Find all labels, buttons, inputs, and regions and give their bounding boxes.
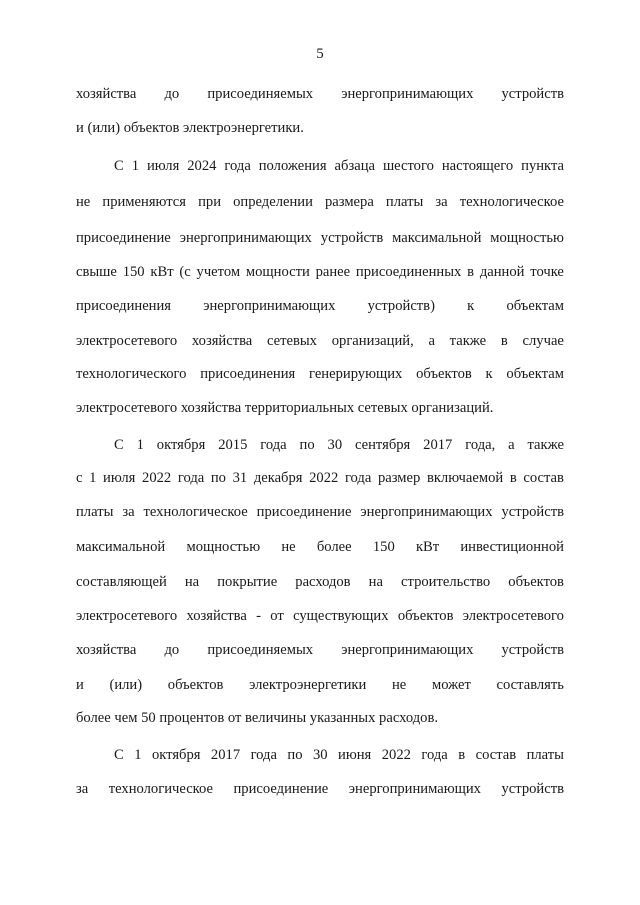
- word: электроэнергетики: [249, 677, 367, 693]
- word: технологическое: [108, 781, 213, 797]
- paragraph-first-line: [114, 156, 564, 176]
- text-line: электросетевого хозяйства территориальных сетевых организаций.: [76, 400, 494, 416]
- word: объектов: [416, 366, 472, 382]
- word: до: [164, 642, 180, 658]
- word: по: [287, 747, 303, 763]
- word: 2015: [218, 437, 248, 453]
- word: 1: [131, 158, 139, 174]
- word: существующих: [293, 608, 389, 624]
- word: при: [198, 194, 222, 210]
- word: присоединенных: [355, 264, 462, 280]
- word: технологического: [76, 366, 187, 382]
- word: до: [164, 86, 180, 102]
- text-line: [76, 364, 564, 384]
- paragraph-first-line: [114, 745, 564, 765]
- word: мощностью: [490, 230, 564, 246]
- word: также: [527, 437, 564, 453]
- word: мощности: [245, 264, 310, 280]
- word: хозяйства: [191, 333, 253, 349]
- word: 2024: [187, 158, 217, 174]
- word: энергопринимающих: [341, 642, 474, 658]
- word: составлять: [496, 677, 564, 693]
- word: 2017: [423, 437, 453, 453]
- word: состав: [523, 470, 564, 486]
- word: устройств: [501, 86, 564, 102]
- word: 2022: [309, 470, 339, 486]
- word: за: [122, 504, 135, 520]
- word: максимальной: [392, 230, 482, 246]
- word: октября: [156, 437, 206, 453]
- word: хозяйства: [76, 642, 137, 658]
- word: устройств: [320, 230, 384, 246]
- word: определении: [233, 194, 313, 210]
- paragraph-first-line: [114, 435, 564, 455]
- word: шестого: [382, 158, 434, 174]
- word: С: [114, 747, 124, 763]
- word: присоединение: [233, 781, 329, 797]
- text-line: [76, 572, 564, 592]
- word: платы: [76, 504, 114, 520]
- word: в: [458, 747, 466, 763]
- word: а: [428, 333, 435, 349]
- word: по: [299, 437, 315, 453]
- word: учетом: [196, 264, 241, 280]
- word: года: [250, 747, 277, 763]
- word: 2017: [210, 747, 241, 763]
- word: за: [76, 781, 89, 797]
- word: и: [76, 677, 84, 693]
- word: декабря: [253, 470, 303, 486]
- word: устройств: [501, 642, 564, 658]
- word: объектов: [167, 677, 224, 693]
- word: энергопринимающих: [179, 230, 312, 246]
- word: присоединение: [76, 230, 171, 246]
- word: также: [449, 333, 487, 349]
- word: данной: [479, 264, 525, 280]
- word: на: [368, 574, 383, 590]
- text-line: [76, 262, 564, 282]
- word: устройств: [501, 781, 564, 797]
- word: энергопринимающих: [360, 504, 493, 520]
- word: хозяйства: [186, 608, 247, 624]
- word: объектам: [506, 298, 564, 314]
- word: -: [256, 608, 261, 624]
- word: года: [177, 470, 205, 486]
- word: расходов: [295, 574, 351, 590]
- word: в: [467, 264, 475, 280]
- word: 150: [372, 539, 395, 555]
- word: 30: [312, 747, 328, 763]
- word: 2022: [381, 747, 411, 763]
- word: к: [485, 366, 493, 382]
- word: точке: [530, 264, 564, 280]
- word: не: [76, 194, 91, 210]
- word: генерирующих: [309, 366, 403, 382]
- text-line: [76, 228, 564, 248]
- word: настоящего: [441, 158, 514, 174]
- word: пункта: [521, 158, 564, 174]
- word: 30: [327, 437, 343, 453]
- word: года: [224, 158, 251, 174]
- page-number: 5: [316, 46, 324, 62]
- word: электросетевого: [76, 608, 178, 624]
- word: с: [76, 470, 83, 486]
- word: устройств): [367, 298, 435, 314]
- text-line: и (или) объектов электроэнергетики.: [76, 120, 304, 136]
- text-line: более чем 50 процентов от величины указанных расходов.: [76, 710, 438, 726]
- word: покрытие: [217, 574, 278, 590]
- word: июля: [146, 158, 180, 174]
- word: октября: [151, 747, 201, 763]
- word: свыше: [76, 264, 117, 280]
- text-line: [76, 192, 564, 212]
- word: размера: [324, 194, 374, 210]
- word: платы: [385, 194, 424, 210]
- word: кВт: [415, 539, 440, 555]
- word: присоединения: [76, 298, 172, 314]
- text-line: [76, 675, 564, 695]
- text-line: [76, 502, 564, 522]
- word: присоединение: [256, 504, 352, 520]
- word: С: [114, 158, 124, 174]
- word: организаций,: [331, 333, 414, 349]
- word: года: [421, 747, 448, 763]
- word: кВт: [150, 264, 174, 280]
- word: 31: [232, 470, 248, 486]
- word: энергопринимающих: [203, 298, 336, 314]
- word: присоединяемых: [207, 642, 314, 658]
- word: сентября: [354, 437, 411, 453]
- word: (или): [109, 677, 143, 693]
- word: объектов: [397, 608, 454, 624]
- word: включаемой: [426, 470, 504, 486]
- word: устройств: [501, 504, 564, 520]
- word: а: [508, 437, 515, 453]
- text-line: [76, 84, 564, 104]
- word: С: [114, 437, 124, 453]
- word: 150: [122, 264, 145, 280]
- text-line: [76, 779, 564, 799]
- word: от: [270, 608, 284, 624]
- word: случае: [522, 333, 564, 349]
- word: составляющей: [76, 574, 167, 590]
- word: 1: [136, 437, 144, 453]
- word: к: [467, 298, 475, 314]
- word: ранее: [315, 264, 351, 280]
- word: инвестиционной: [460, 539, 564, 555]
- word: в: [509, 470, 517, 486]
- word: максимальной: [76, 539, 166, 555]
- word: технологическое: [459, 194, 564, 210]
- word: не: [281, 539, 296, 555]
- word: (с: [179, 264, 191, 280]
- text-line: [76, 331, 564, 351]
- text-line: [76, 640, 564, 660]
- word: года,: [465, 437, 496, 453]
- word: состав: [475, 747, 517, 763]
- text-line: [76, 606, 564, 626]
- word: по: [210, 470, 226, 486]
- text-line: [76, 537, 564, 557]
- word: 1: [134, 747, 142, 763]
- word: абзаца: [334, 158, 375, 174]
- word: объектам: [506, 366, 564, 382]
- word: присоединения: [200, 366, 296, 382]
- word: положения: [258, 158, 327, 174]
- word: технологическое: [143, 504, 248, 520]
- text-line: [76, 296, 564, 316]
- word: года: [344, 470, 372, 486]
- word: объектов: [508, 574, 564, 590]
- word: не: [391, 677, 407, 693]
- word: строительство: [401, 574, 491, 590]
- word: июня: [338, 747, 372, 763]
- word: 1: [89, 470, 97, 486]
- word: электросетевого: [462, 608, 564, 624]
- word: 2022: [142, 470, 172, 486]
- word: в: [500, 333, 508, 349]
- text-line: [76, 468, 564, 488]
- word: применяются: [102, 194, 186, 210]
- word: сетевых: [267, 333, 317, 349]
- word: мощностью: [186, 539, 261, 555]
- word: энергопринимающих: [348, 781, 481, 797]
- word: электросетевого: [76, 333, 178, 349]
- word: за: [435, 194, 448, 210]
- word: энергопринимающих: [341, 86, 474, 102]
- word: года: [260, 437, 287, 453]
- word: хозяйства: [76, 86, 137, 102]
- word: размер: [377, 470, 421, 486]
- word: на: [184, 574, 200, 590]
- word: может: [431, 677, 471, 693]
- word: платы: [526, 747, 564, 763]
- word: более: [316, 539, 352, 555]
- word: присоединяемых: [207, 86, 314, 102]
- word: июля: [103, 470, 136, 486]
